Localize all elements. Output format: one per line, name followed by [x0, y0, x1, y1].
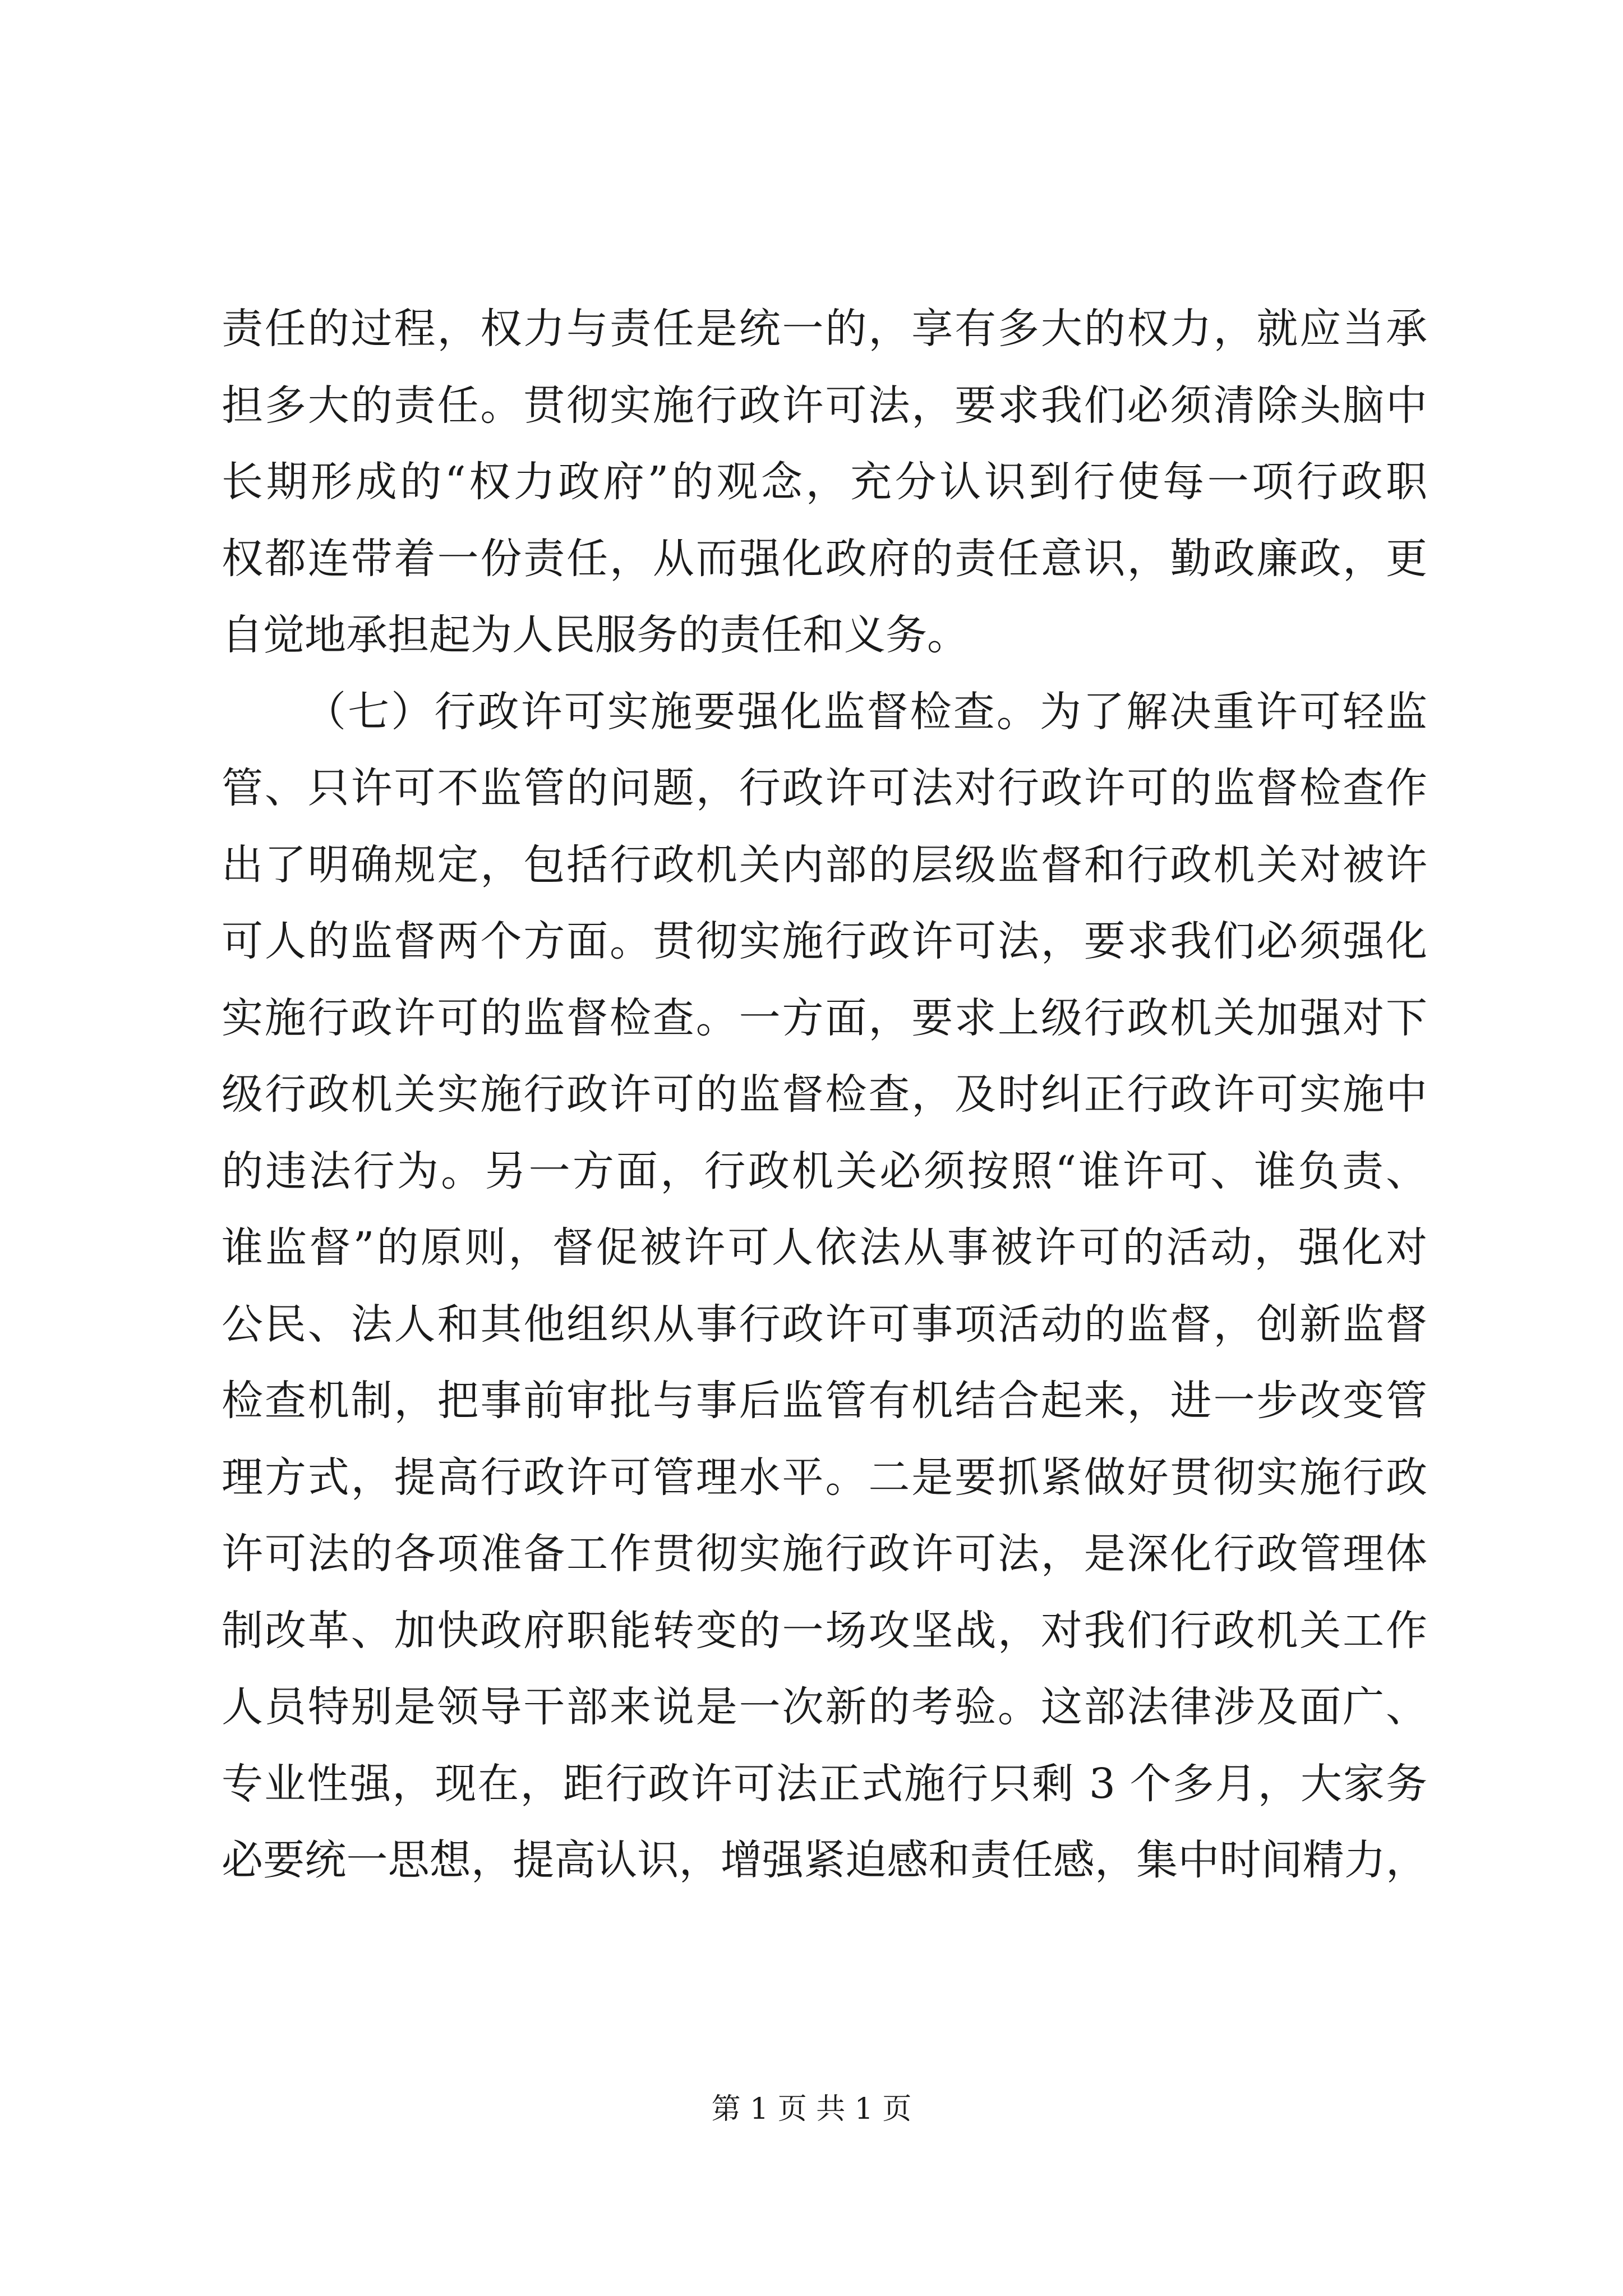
text-line: 专业性强，现在，距行政许可法正式施行只剩 3 个多月，大家务	[222, 1759, 1427, 1808]
text-line: （七）行政许可实施要强化监督检查。为了解决重许可轻监	[305, 687, 1427, 736]
text-line: 长期形成的“权力政府”的观念，充分认识到行使每一项行政职	[222, 458, 1427, 506]
text-line: 担多大的责任。贯彻实施行政许可法，要求我们必须清除头脑中	[222, 381, 1427, 430]
text-line: 级行政机关实施行政许可的监督检查，及时纠正行政许可实施中	[222, 1070, 1427, 1119]
text-line: 许可法的各项准备工作贯彻实施行政许可法，是深化行政管理体	[222, 1530, 1427, 1578]
text-line: 谁监督”的原则，督促被许可人依法从事被许可的活动，强化对	[222, 1223, 1427, 1272]
text-line: 自觉地承担起为人民服务的责任和义务。	[222, 611, 969, 659]
text-line: 实施行政许可的监督检查。一方面，要求上级行政机关加强对下	[222, 993, 1427, 1042]
page-number-footer: 第 1 页 共 1 页	[711, 2092, 912, 2126]
text-line: 必要统一思想，提高认识，增强紧迫感和责任感，集中时间精力，	[222, 1836, 1427, 1884]
text-line: 责任的过程，权力与责任是统一的，享有多大的权力，就应当承	[222, 305, 1427, 353]
text-line: 管、只许可不监管的问题，行政许可法对行政许可的监督检查作	[222, 764, 1427, 812]
text-line: 人员特别是领导干部来说是一次新的考验。这部法律涉及面广、	[222, 1683, 1427, 1731]
document-body	[222, 291, 1427, 1899]
text-line: 理方式，提高行政许可管理水平。二是要抓紧做好贯彻实施行政	[222, 1453, 1427, 1502]
text-line: 权都连带着一份责任，从而强化政府的责任意识，勤政廉政，更	[222, 534, 1427, 583]
text-line: 检查机制，把事前审批与事后监管有机结合起来，进一步改变管	[222, 1377, 1427, 1425]
text-line: 出了明确规定，包括行政机关内部的层级监督和行政机关对被许	[222, 840, 1427, 889]
text-line: 的违法行为。另一方面，行政机关必须按照“谁许可、谁负责、	[222, 1147, 1427, 1195]
text-line: 制改革、加快政府职能转变的一场攻坚战，对我们行政机关工作	[222, 1606, 1427, 1655]
text-line: 可人的监督两个方面。贯彻实施行政许可法，要求我们必须强化	[222, 917, 1427, 965]
text-line: 公民、法人和其他组织从事行政许可事项活动的监督，创新监督	[222, 1300, 1427, 1349]
